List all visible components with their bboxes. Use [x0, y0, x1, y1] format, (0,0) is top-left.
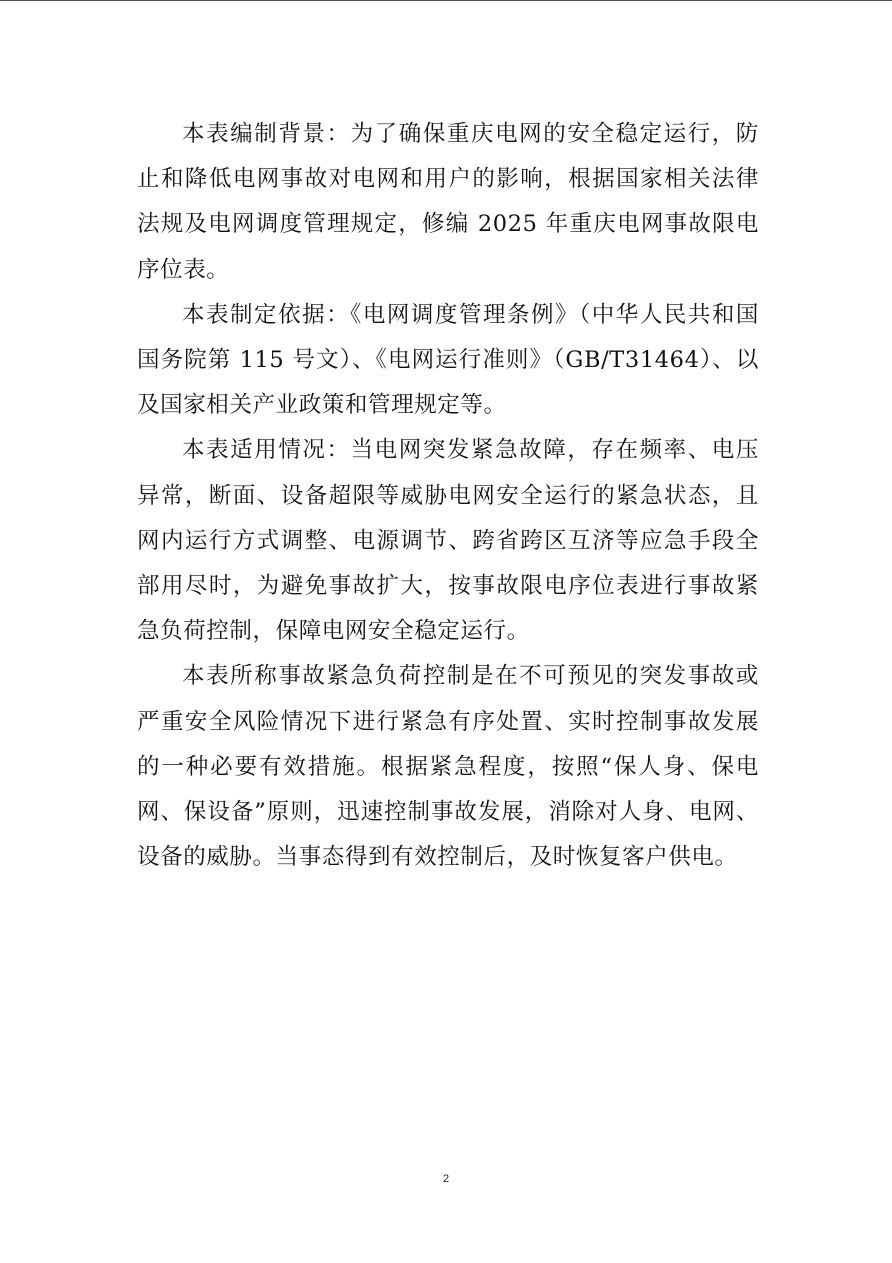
document-body: [137, 112, 759, 880]
paragraph-basis: 本表制定依据：《电网调度管理条例》（中华人民共和国国务院第 115 号文）、《电网运行准则》（GB/T31464）、以及国家相关产业政策和管理规定等。: [137, 301, 759, 419]
paragraph-background: 本表编制背景：为了确保重庆电网的安全稳定运行，防止和降低电网事故对电网和用户的影响，根据国家相关法律法规及电网调度管理规定，修编 2025 年重庆电网事故限电序位表。: [137, 121, 759, 283]
paragraph-applicability: 本表适用情况：当电网突发紧急故障，存在频率、电压异常，断面、设备超限等威胁电网安全运行的紧急状态，且网内运行方式调整、电源调节、跨省跨区互济等应急手段全部用尽时，为避免事故扩大，按事故限电序位表进行事故紧急负荷控制，保障电网安全稳定运行。: [137, 437, 759, 645]
document-page: [0, 1, 892, 1263]
paragraph-load-control: 本表所称事故紧急负荷控制是在不可预见的突发事故或严重安全风险情况下进行紧急有序处置、实时控制事故发展的一种必要有效措施。根据紧急程度，按照“保人身、保电网、保设备”原则，迅速控制事故发展，消除对人身、电网、设备的威胁。当事态得到有效控制后，及时恢复客户供电。: [137, 663, 759, 871]
page-number: 2: [442, 1173, 450, 1185]
